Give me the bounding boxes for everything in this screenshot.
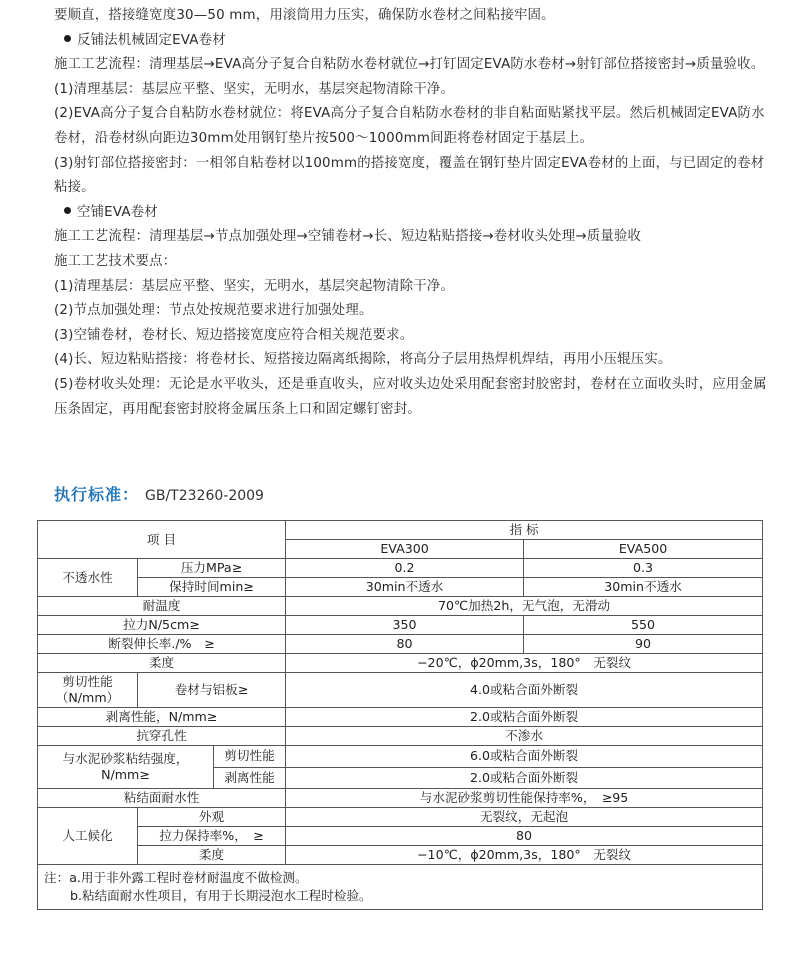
cell: 柔度 <box>38 654 286 673</box>
header-eva500: EVA500 <box>524 540 763 559</box>
cell: 4.0或粘合面外断裂 <box>286 673 763 708</box>
table-note <box>38 865 763 910</box>
paragraph: (3)射钉部位搭接密封：一相邻自粘卷材以100mm的搭接宽度，覆盖在钢钉垫片固定EVA卷材的上面，与已固定的卷材粘接。 <box>54 155 765 196</box>
cell: 90 <box>524 635 763 654</box>
cell: 粘结面耐水性 <box>38 789 286 808</box>
paragraph: (3)空铺卷材，卷材长、短边搭接宽度应符合相关规范要求。 <box>54 327 414 343</box>
bullet-text: 空铺EVA卷材 <box>77 204 158 220</box>
cell: 拉力保持率%， ≥ <box>138 827 286 846</box>
cell: 80 <box>286 827 763 846</box>
bullet-heading <box>54 201 774 226</box>
cell: 2.0或粘合面外断裂 <box>286 708 763 727</box>
paragraph: (1)清理基层：基层应平整、坚实，无明水，基层突起物清除干净。 <box>54 278 455 294</box>
bullet-heading <box>54 29 774 54</box>
cell: 保持时间min≥ <box>138 578 286 597</box>
paragraph: 施工工艺技术要点： <box>54 253 177 269</box>
cell: 无裂纹，无起泡 <box>286 808 763 827</box>
cell: 柔度 <box>138 846 286 865</box>
cell: 70℃加热2h，无气泡，无滑动 <box>286 597 763 616</box>
cell: 人工候化 <box>38 808 138 865</box>
header-item: 项 目 <box>38 521 286 559</box>
paragraph: (2)节点加强处理：节点处按规范要求进行加强处理。 <box>54 303 373 319</box>
paragraph: (2)EVA高分子复合自粘防水卷材就位：将EVA高分子复合自粘防水卷材的非自粘面贴紧找平层。然后机械固定EVA防水卷材，沿卷材纵向距边30mm处用钢钉垫片按500～1000mm间距将卷材固定于基层上。 <box>54 106 765 146</box>
paragraph: 施工工艺流程：清理基层→EVA高分子复合自粘防水卷材就位→打钉固定EVA防水卷材→射钉部位搭接密封→质量验收。 <box>54 57 765 73</box>
paragraph: (5)卷材收头处理：无论是水平收头，还是垂直收头，应对收头边处采用配套密封胶密封，卷材在立面收头时，应用金属压条固定，再用配套密封胶将金属压条上口和固定螺钉密封。 <box>54 376 767 417</box>
bullet-icon <box>64 35 71 42</box>
bullet-icon <box>64 207 71 214</box>
cell: 卷材与铝板≥ <box>138 673 286 708</box>
cell: 350 <box>286 616 524 635</box>
paragraph: 要顺直，搭接缝宽度30—50 mm，用滚筒用力压实，确保防水卷材之间粘接牢固。 <box>54 8 555 23</box>
cell: 80 <box>286 635 524 654</box>
cell: 剥离性能，N/mm≥ <box>38 708 286 727</box>
cell: 与水泥砂浆粘结强度，N/mm≥ <box>38 746 214 789</box>
header-eva300: EVA300 <box>286 540 524 559</box>
cell: 断裂伸长率./% ≥ <box>38 635 286 654</box>
cell: 30min不透水 <box>524 578 763 597</box>
standard-line <box>54 482 264 505</box>
note-b: b.粘结面耐水性项目，有用于长期浸泡水工程时检验。 <box>70 888 372 903</box>
bullet-text: 反铺法机械固定EVA卷材 <box>77 32 226 48</box>
body-text <box>54 4 774 422</box>
cell: 剪切性能 <box>214 746 286 768</box>
paragraph: 施工工艺流程：清理基层→节点加强处理→空铺卷材→长、短边粘贴搭接→卷材收头处理→质量验收 <box>54 229 642 245</box>
cell: 0.3 <box>524 559 763 578</box>
note-a: 注：a.用于非外露工程时卷材耐温度不做检测。 <box>44 870 308 885</box>
spec-table <box>37 520 763 910</box>
standard-label: 执行标准： <box>54 485 140 504</box>
cell: 压力MPa≥ <box>138 559 286 578</box>
cell: 0.2 <box>286 559 524 578</box>
cell: 耐温度 <box>38 597 286 616</box>
paragraph: (4)长、短边粘贴搭接：将卷材长、短搭接边隔离纸揭除，将高分子层用热焊机焊结，再用小压辊压实。 <box>54 352 672 368</box>
cell: −10℃，ϕ20mm,3s，180° 无裂纹 <box>286 846 763 865</box>
cell: 剥离性能 <box>214 767 286 789</box>
cell: 550 <box>524 616 763 635</box>
header-index: 指 标 <box>286 521 763 540</box>
cell: 2.0或粘合面外断裂 <box>286 767 763 789</box>
standard-value: GB/T23260-2009 <box>145 488 264 504</box>
cell: 6.0或粘合面外断裂 <box>286 746 763 768</box>
cell: 抗穿孔性 <box>38 727 286 746</box>
cell: 剪切性能（N/mm） <box>38 673 138 708</box>
cell: 30min不透水 <box>286 578 524 597</box>
cell: −20℃，ϕ20mm,3s，180° 无裂纹 <box>286 654 763 673</box>
cell: 与水泥砂浆剪切性能保持率%， ≥95 <box>286 789 763 808</box>
cell: 不渗水 <box>286 727 763 746</box>
cell: 外观 <box>138 808 286 827</box>
cell: 不透水性 <box>38 559 138 597</box>
paragraph: (1)清理基层：基层应平整、坚实，无明水，基层突起物清除干净。 <box>54 81 455 97</box>
cell: 拉力N/5cm≥ <box>38 616 286 635</box>
